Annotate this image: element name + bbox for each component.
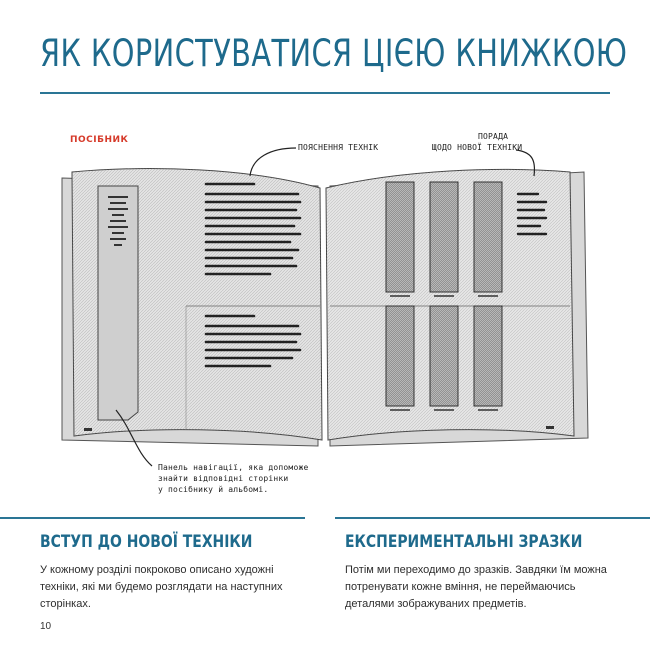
- section-body-samples: Потім ми переходимо до зразків. Завдяки їм можна потренувати кожне вміння, не переймаючись деталями зображуваних предметів.: [345, 564, 607, 610]
- book-right-page: [326, 169, 574, 440]
- section-title-samples: ЕКСПЕРИМЕНТАЛЬНІ ЗРАЗКИ: [345, 532, 583, 552]
- callout-techniques: ПОЯСНЕННЯ ТЕХНІК: [298, 143, 379, 152]
- page-number: 10: [40, 621, 52, 632]
- section-title-intro: ВСТУП ДО НОВОЇ ТЕХНІКИ: [40, 532, 253, 552]
- callout-tip-line1: ПОРАДА: [478, 132, 509, 141]
- book-left-page: [72, 169, 322, 440]
- section-divider-left: [0, 517, 305, 519]
- callout-tip-line2: ЩОДО НОВОЇ ТЕХНІКИ: [432, 143, 523, 152]
- page-title: ЯК КОРИСТУВАТИСЯ ЦІЄЮ КНИЖКОЮ: [40, 32, 628, 75]
- callout-nav-line1: Панель навігації, яка допоможе: [158, 463, 309, 472]
- callout-nav-line2: знайти відповідні сторінки: [158, 474, 289, 483]
- guide-tag: ПОСІБНИК: [70, 135, 129, 145]
- callout-nav-line3: у посібнику й альбомі.: [158, 485, 269, 494]
- section-divider-right: [335, 517, 650, 519]
- section-body-intro: У кожному розділі покроково описано художні техніки, які ми будемо розглядати на наступних сторінках.: [40, 564, 283, 610]
